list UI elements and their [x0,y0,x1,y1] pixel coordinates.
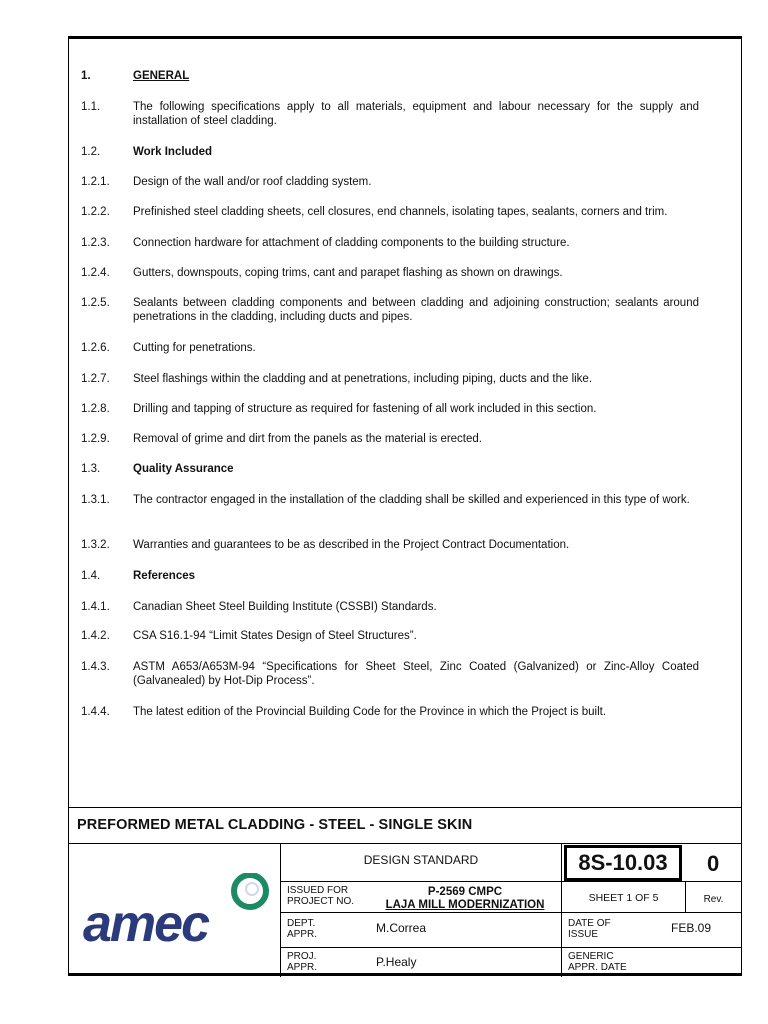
clause-number: 1.1. [81,101,101,113]
clause-number: 1.4. [81,570,101,582]
divider [280,881,741,882]
clause-number: 1.2.8. [81,403,110,415]
clause-text: Canadian Sheet Steel Building Institute (CSSBI) Standards. [133,601,437,613]
amec-logo [79,873,269,953]
project-approver: P.Healy [376,955,417,969]
section-heading: Quality Assurance [133,463,234,475]
clause-number: 1.2.2. [81,206,110,218]
clause-number: 1.2. [81,146,101,158]
clause-number: 1.4.2. [81,630,110,642]
project-name: LAJA MILL MODERNIZATION [385,899,545,911]
project-info [369,886,561,912]
clause-number: 1.2.7. [81,373,110,385]
sheet-count: SHEET 1 OF 5 [588,892,659,904]
clause-number: 1.2.3. [81,237,110,249]
proj-appr-label: PROJ. APPR. [287,951,318,973]
clause-text: CSA S16.1-94 “Limit States Design of Steel Structures”. [133,630,417,642]
project-number: P-2569 CMPC [427,886,503,898]
clause-text: Drilling and tapping of structure as required for fastening of all work included in this section. [133,403,597,415]
clause-number: 1.4.3. [81,661,110,673]
clause-text: The latest edition of the Provincial Building Code for the Province in which the Project is built. [133,706,607,718]
clause-number: 1.2.5. [81,297,110,309]
clause-number: 1.3.2. [81,539,110,551]
clause-text: Warranties and guarantees to be as described in the Project Contract Documentation. [133,539,570,551]
document-code: 8S-10.03 [564,845,682,881]
document-title: PREFORMED METAL CLADDING - STEEL - SINGLE SKIN [77,817,473,833]
clause-text: ASTM A653/A653M-94 “Specifications for Sheet Steel, Zinc Coated (Galvanized) or Zinc-Alloy Coated (Galvanealed) by Hot-Dip Process”. [133,661,699,687]
clause-number: 1.2.6. [81,342,110,354]
divider [280,947,741,948]
rev-label: Rev. [703,894,724,905]
generic-appr-date-label: GENERIC APPR. DATE [568,951,627,973]
clause-text: Removal of grime and dirt from the panels as the material is erected. [133,433,482,445]
clause-number: 1.4.1. [81,601,110,613]
clause-text: Cutting for penetrations. [133,342,256,354]
divider [561,843,562,977]
revision-number: 0 [707,851,720,876]
clause-text: Connection hardware for attachment of cladding components to the building structure. [133,237,570,249]
clause-number: 1.3.1. [81,494,110,506]
clause-text: Design of the wall and/or roof cladding system. [133,176,372,188]
issued-for-label: ISSUED FOR PROJECT NO. [287,885,355,907]
logo-ring-icon [234,875,266,907]
clause-number: 1.2.9. [81,433,110,445]
specification-page [68,36,742,976]
clause-text: Gutters, downspouts, coping trims, cant and parapet flashing as shown on drawings. [133,267,563,279]
section-heading: Work Included [133,146,213,158]
title-block [69,807,741,977]
clause-text: Prefinished steel cladding sheets, cell closures, end channels, isolating tapes, sealants, corners and trim. [133,206,668,218]
design-standard-label: DESIGN STANDARD [363,853,479,867]
dept-approver: M.Correa [376,921,427,935]
date-of-issue-label: DATE OF ISSUE [568,918,611,940]
divider [69,843,741,844]
clause-number: 1.2.1. [81,176,110,188]
clause-text: The contractor engaged in the installation of the cladding shall be skilled and experienced in this type of work. [133,494,690,506]
clause-number: 1.3. [81,463,101,475]
clause-number: 1.4.4. [81,706,110,718]
section-heading: GENERAL [133,70,190,82]
dept-appr-label: DEPT. APPR. [287,918,318,940]
clause-number: 1. [81,70,91,82]
date-of-issue: FEB.09 [671,921,712,935]
clause-text: The following specifications apply to all materials, equipment and labour necessary for the supply and installation of steel cladding. [133,101,699,127]
divider [280,912,741,913]
clause-text: Sealants between cladding components and between cladding and adjoining construction; sealants around penetrations in the cladding, including ducts and pipes. [133,297,699,323]
clause-number: 1.2.4. [81,267,110,279]
clause-text: Steel flashings within the cladding and at penetrations, including piping, ducts and the like. [133,373,593,385]
logo-wordmark: amec [83,895,208,953]
section-heading: References [133,570,196,582]
